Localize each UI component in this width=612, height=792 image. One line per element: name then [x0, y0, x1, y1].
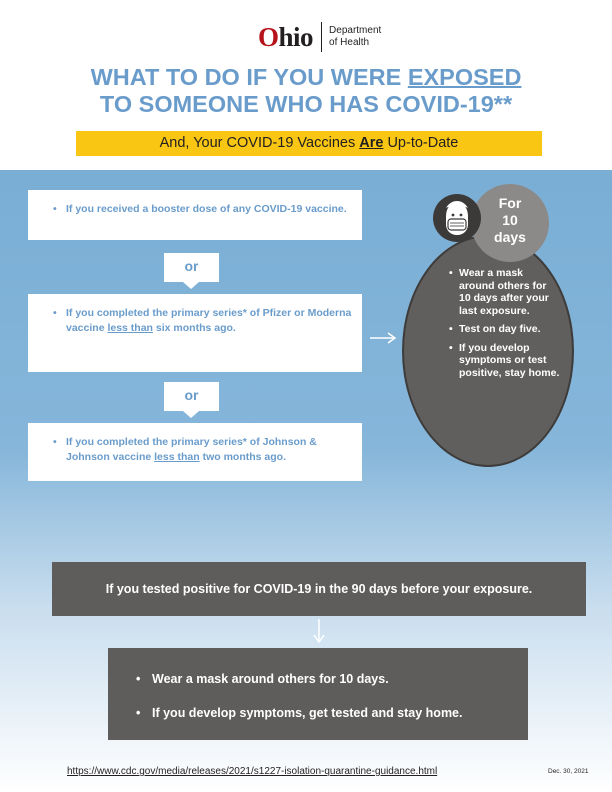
bullet: • [53, 436, 57, 448]
down-pointer-icon [183, 282, 199, 289]
condition-pfizer-prefix: If you completed the primary series* of Pfizer or Moderna vaccine [66, 307, 352, 334]
down-pointer-icon [183, 411, 199, 418]
dept-line1: Department [329, 25, 382, 36]
condition-booster [28, 190, 362, 240]
banner-emphasis: Are [359, 135, 384, 151]
condition-booster-text: If you received a booster dose of any COVID-19 vaccine. [66, 203, 347, 215]
guidance-item: • Test on day five. [449, 323, 561, 336]
cdc-guidance-link[interactable]: https://www.cdc.gov/media/releases/2021/s1227-isolation-quarantine-guidance.html [67, 766, 438, 777]
logo-divider [321, 22, 322, 52]
ohio-department-of-health-logo [258, 22, 381, 52]
or-label: or [164, 253, 219, 282]
guidance-item: • Wear a mask around others for 10 days after your last exposure. [449, 267, 561, 317]
banner-suffix: Up-to-Date [383, 135, 459, 151]
title-line1-prefix: WHAT TO DO IF YOU WERE [90, 64, 408, 90]
badge-line2: 10 [502, 212, 518, 228]
title-line2: TO SOMEONE WHO HAS COVID-19** [99, 91, 513, 117]
condition-jj-prefix: If you completed the primary series* of Johnson & Johnson vaccine [66, 436, 317, 463]
condition-johnson [28, 423, 362, 481]
bullet: • [53, 203, 57, 215]
page-title [0, 64, 612, 118]
publication-date: Dec. 30, 2021 [548, 768, 589, 775]
badge-line3: days [494, 229, 526, 245]
face-mask-icon [433, 194, 481, 242]
right-arrow-icon [368, 330, 398, 346]
badge-line1: For [498, 195, 522, 211]
condition-jj-suffix: two months ago. [199, 451, 286, 463]
prior-infection-item: • If you develop symptoms, get tested and stay home. [108, 706, 528, 720]
prior-infection-guidance [108, 648, 528, 740]
dept-line2: of Health [329, 37, 370, 48]
logo-rest: hio [278, 21, 314, 52]
for-10-days-badge [471, 184, 549, 262]
vaccine-status-banner [76, 131, 542, 156]
logo-o: O [258, 21, 279, 52]
title-exposed: EXPOSED [407, 64, 522, 90]
guidance-list [449, 267, 561, 385]
down-arrow-icon [312, 617, 326, 645]
logo-department-text [329, 25, 381, 49]
logo-wordmark [258, 22, 313, 53]
guidance-item: • If you develop symptoms or test positive, stay home. [449, 342, 561, 380]
condition-jj-less-than: less than [154, 451, 200, 463]
prior-infection-condition: If you tested positive for COVID-19 in the 90 days before your exposure. [52, 562, 586, 616]
condition-pfizer-less-than: less than [107, 322, 153, 334]
prior-infection-list [108, 672, 528, 720]
banner-prefix: And, Your COVID-19 Vaccines [159, 135, 360, 151]
bullet: • [53, 307, 57, 319]
condition-pfizer-suffix: six months ago. [152, 322, 236, 334]
prior-infection-item: • Wear a mask around others for 10 days. [108, 672, 528, 686]
or-label: or [164, 382, 219, 411]
condition-pfizer-moderna [28, 294, 362, 372]
